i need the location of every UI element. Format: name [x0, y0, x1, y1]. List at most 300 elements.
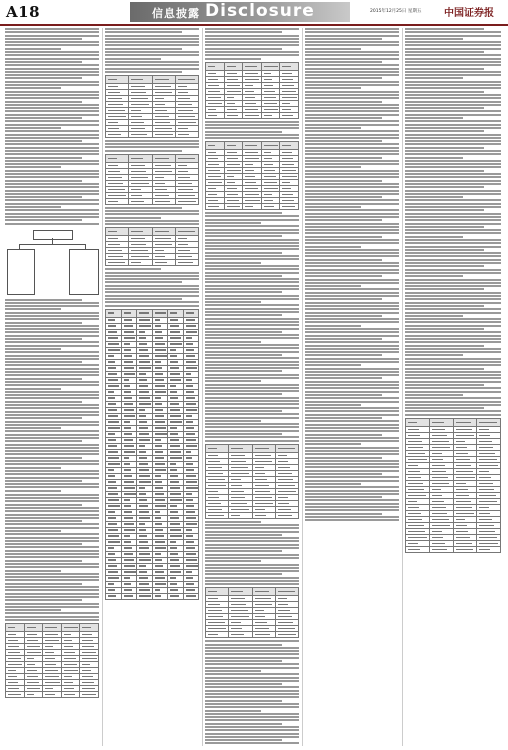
text-line [205, 301, 261, 303]
text-line [105, 220, 199, 222]
text-line [205, 403, 299, 405]
table-row [206, 632, 299, 638]
text-line [305, 130, 399, 132]
text-line [205, 560, 261, 562]
text-line [205, 673, 299, 675]
text-line [105, 146, 199, 148]
text-line [205, 660, 282, 662]
text-line [5, 517, 99, 519]
text-line [305, 140, 382, 142]
text-line [205, 420, 261, 422]
table-row [106, 593, 199, 599]
text-line [5, 384, 99, 386]
text-line [405, 236, 463, 238]
text-line [405, 166, 501, 168]
text-line [205, 713, 299, 715]
table-cell [275, 588, 298, 596]
table-cell [229, 512, 252, 518]
table-row [206, 142, 299, 150]
text-line [205, 524, 299, 526]
text-line [205, 328, 299, 330]
text-line [205, 680, 299, 682]
text-line [5, 183, 99, 185]
text-line [5, 394, 99, 396]
text-line [205, 742, 299, 744]
table-cell [280, 112, 299, 118]
text-line [5, 424, 99, 426]
text-line [5, 603, 99, 605]
table-cell [61, 692, 80, 698]
text-line [5, 101, 82, 103]
text-line [405, 328, 484, 330]
text-line [205, 653, 299, 655]
text-line [305, 335, 399, 337]
text-line [405, 71, 501, 73]
text-line [105, 44, 199, 46]
body-text-block [205, 521, 299, 586]
text-line [5, 404, 99, 406]
text-line [5, 583, 82, 585]
text-line [405, 193, 501, 195]
text-line [105, 223, 199, 225]
text-line [405, 321, 501, 323]
text-line [105, 41, 199, 43]
text-line [405, 239, 501, 241]
body-text-block [105, 207, 199, 225]
text-line [5, 64, 99, 66]
text-line [305, 361, 399, 363]
table-cell [252, 588, 275, 596]
text-line [205, 647, 299, 649]
text-line [405, 84, 501, 86]
body-text-block [205, 212, 299, 441]
text-line [305, 476, 399, 478]
text-line [205, 278, 299, 280]
table-cell [106, 228, 129, 236]
text-line [205, 127, 299, 129]
text-line [5, 305, 99, 307]
table-cell [175, 154, 198, 162]
table-cell [206, 512, 229, 518]
text-line [5, 124, 99, 126]
text-line [305, 120, 399, 122]
text-line [5, 388, 61, 390]
text-line [305, 394, 382, 396]
table-cell [252, 444, 275, 452]
text-line [405, 77, 463, 79]
text-line [205, 229, 299, 231]
text-line [5, 374, 99, 376]
table-cell [243, 142, 262, 150]
text-line [5, 160, 99, 162]
text-line [5, 348, 61, 350]
text-line [205, 540, 299, 542]
text-line [305, 28, 399, 30]
text-line [105, 285, 199, 287]
text-line [405, 397, 501, 399]
text-line [305, 114, 399, 116]
text-line [405, 381, 501, 383]
text-line [5, 186, 99, 188]
text-line [405, 358, 501, 360]
text-line [305, 110, 399, 112]
text-line [5, 378, 82, 380]
table-cell [261, 112, 280, 118]
text-line [405, 282, 501, 284]
text-line [305, 173, 399, 175]
text-line [5, 381, 99, 383]
text-line [5, 514, 99, 516]
text-line [205, 367, 299, 369]
text-line [305, 134, 399, 136]
text-line [5, 341, 99, 343]
table-row [106, 198, 199, 204]
table-cell [6, 692, 25, 698]
text-line [405, 387, 501, 389]
text-line [405, 351, 501, 353]
text-line [405, 74, 501, 76]
text-line [305, 470, 399, 472]
text-line [205, 440, 299, 442]
text-line [305, 199, 399, 201]
text-line [5, 91, 99, 93]
text-line [205, 370, 282, 372]
text-line [205, 242, 299, 244]
text-line [405, 338, 501, 340]
text-line [405, 368, 484, 370]
text-line [205, 570, 299, 572]
text-line [5, 54, 99, 56]
text-line [5, 48, 61, 50]
text-line [5, 477, 99, 479]
text-line [5, 61, 82, 63]
text-line [105, 143, 199, 145]
table-cell [261, 204, 280, 210]
table-cell [206, 112, 225, 118]
text-line [305, 137, 399, 139]
text-line [405, 134, 501, 136]
table-cell [152, 593, 168, 599]
text-line [205, 640, 299, 642]
text-line [305, 282, 399, 284]
text-line [305, 193, 399, 195]
text-line [105, 217, 161, 219]
text-line [405, 153, 501, 155]
text-line [5, 550, 99, 552]
text-line [205, 417, 299, 419]
text-line [405, 150, 501, 152]
text-line [5, 599, 82, 601]
table-cell [175, 260, 198, 266]
chart-box-right [69, 249, 99, 295]
text-line [305, 457, 382, 459]
text-line [205, 48, 282, 50]
text-line [305, 64, 399, 66]
text-line [405, 249, 484, 251]
table-row [106, 309, 199, 317]
text-line [5, 193, 99, 195]
text-line [305, 239, 399, 241]
table-cell [152, 260, 175, 266]
table-cell [280, 142, 299, 150]
text-line [205, 573, 282, 575]
text-line [405, 404, 501, 406]
text-line [305, 312, 399, 314]
text-line [5, 612, 99, 614]
text-line [405, 48, 501, 50]
text-line [105, 291, 199, 293]
text-line [305, 223, 399, 225]
text-line [5, 355, 99, 357]
text-line [5, 563, 99, 565]
text-line [205, 729, 299, 731]
table-cell [453, 546, 477, 552]
body-text-block [205, 28, 299, 60]
text-line [305, 463, 399, 465]
text-line [205, 696, 299, 698]
table-cell [429, 546, 453, 552]
text-line [205, 38, 299, 40]
text-line [305, 166, 361, 168]
table-cell [229, 588, 252, 596]
text-line [5, 315, 99, 317]
table-cell [224, 112, 243, 118]
text-line [305, 213, 399, 215]
text-line [5, 209, 99, 211]
text-line [405, 213, 501, 215]
text-line [205, 663, 299, 665]
table-cell [152, 75, 175, 83]
table-cell [168, 309, 184, 317]
text-line [305, 262, 399, 264]
text-line [305, 414, 399, 416]
text-line [405, 232, 501, 234]
table-cell [152, 228, 175, 236]
table-cell [252, 512, 275, 518]
text-line [5, 440, 82, 442]
text-line [305, 279, 399, 281]
text-line [105, 28, 199, 30]
text-line [405, 285, 501, 287]
text-line [5, 397, 99, 399]
table-row [206, 62, 299, 70]
text-line [5, 81, 99, 83]
text-line [405, 407, 484, 409]
text-line [5, 206, 61, 208]
table-cell [275, 444, 298, 452]
text-line [305, 506, 399, 508]
text-line [305, 81, 399, 83]
text-line [405, 58, 501, 60]
text-line [305, 160, 399, 162]
body-text-block [105, 140, 199, 152]
text-line [405, 170, 484, 172]
text-line [105, 298, 182, 300]
text-line [205, 121, 299, 123]
text-line [105, 213, 199, 215]
text-line [305, 101, 382, 103]
text-line [305, 351, 399, 353]
text-line [305, 420, 399, 422]
body-text-block [5, 28, 99, 225]
text-line [205, 252, 282, 254]
column-divider [202, 28, 203, 746]
text-line [205, 258, 299, 260]
body-text-block [405, 28, 501, 416]
text-line [405, 377, 501, 379]
text-line [205, 577, 299, 579]
text-line [205, 706, 299, 708]
text-line [205, 644, 282, 646]
table-cell [206, 588, 229, 596]
text-line [5, 170, 99, 172]
text-line [405, 391, 501, 393]
text-line [5, 31, 99, 33]
table-cell [453, 418, 477, 426]
text-line [305, 407, 399, 409]
table-cell [275, 632, 298, 638]
text-line [305, 51, 399, 53]
text-line [5, 68, 99, 70]
newspaper-logo: 中国证券报 [444, 8, 494, 19]
text-line [405, 341, 501, 343]
text-line [305, 318, 399, 320]
text-line [405, 219, 501, 221]
text-line [405, 279, 501, 281]
text-line [205, 377, 299, 379]
body-text-block [305, 28, 399, 521]
table-cell [206, 444, 229, 452]
text-line [305, 374, 399, 376]
text-line [205, 295, 299, 297]
text-line [305, 285, 361, 287]
text-line [305, 216, 399, 218]
text-line [305, 430, 399, 432]
text-line [105, 210, 199, 212]
text-line [205, 222, 261, 224]
text-line [5, 460, 99, 462]
table-row [6, 624, 99, 632]
text-line [5, 173, 99, 175]
text-line [5, 134, 99, 136]
text-line [305, 401, 399, 403]
text-line [205, 686, 299, 688]
text-line [305, 272, 399, 274]
text-line [5, 41, 99, 43]
chart-box-left [7, 249, 35, 295]
table-cell [129, 154, 152, 162]
text-line [5, 312, 99, 314]
text-line [105, 272, 199, 274]
text-line [5, 486, 99, 488]
text-line [405, 410, 501, 412]
text-line [405, 54, 501, 56]
text-line [305, 480, 399, 482]
text-line [305, 387, 399, 389]
text-line [5, 163, 99, 165]
text-line [305, 338, 382, 340]
text-line [5, 530, 61, 532]
column-divider [402, 28, 403, 746]
text-line [5, 180, 82, 182]
table-cell [129, 75, 152, 83]
text-line [5, 140, 82, 142]
table-cell [406, 418, 430, 426]
text-line [405, 295, 501, 297]
text-line [205, 670, 261, 672]
text-line [305, 87, 361, 89]
table-cell [106, 260, 129, 266]
text-line [305, 104, 399, 106]
text-line [305, 348, 399, 350]
text-line [205, 700, 282, 702]
text-line [205, 314, 282, 316]
table-cell [106, 198, 129, 204]
table-cell [243, 112, 262, 118]
text-line [405, 31, 501, 33]
text-line [205, 723, 282, 725]
text-line [205, 285, 299, 287]
text-line [305, 384, 399, 386]
table-cell [183, 309, 199, 317]
text-line [5, 87, 61, 89]
text-line [405, 414, 501, 416]
body-text-block [5, 490, 99, 621]
column-divider [102, 28, 103, 746]
text-line [205, 28, 299, 30]
text-line [5, 576, 99, 578]
text-line [305, 117, 382, 119]
text-line [305, 226, 399, 228]
text-line [5, 520, 82, 522]
text-line [5, 427, 61, 429]
text-line [305, 94, 399, 96]
text-line [205, 521, 261, 523]
text-line [305, 77, 382, 79]
text-line [205, 334, 299, 336]
section-title-cn: 信息披露 [152, 7, 200, 20]
text-line [5, 28, 99, 30]
text-line [305, 499, 399, 501]
text-line [305, 163, 399, 165]
column-divider [302, 28, 303, 746]
text-line [405, 288, 484, 290]
text-line [5, 361, 82, 363]
text-line [5, 368, 99, 370]
text-line [205, 272, 299, 274]
table-cell [175, 75, 198, 83]
text-line [205, 390, 299, 392]
text-line [305, 450, 399, 452]
table-cell [80, 692, 99, 698]
text-line [5, 150, 99, 152]
text-line [405, 371, 501, 373]
table-cell [106, 593, 122, 599]
text-line [105, 35, 199, 37]
text-line [205, 739, 282, 741]
text-line [205, 380, 261, 382]
text-line [205, 683, 282, 685]
text-line [305, 298, 382, 300]
table-cell [206, 204, 225, 210]
text-line [305, 486, 399, 488]
chart-box-top [33, 230, 73, 240]
table-cell [224, 142, 243, 150]
table-cell [280, 62, 299, 70]
table-row [206, 204, 299, 210]
table-cell [175, 228, 198, 236]
text-line [305, 466, 399, 468]
